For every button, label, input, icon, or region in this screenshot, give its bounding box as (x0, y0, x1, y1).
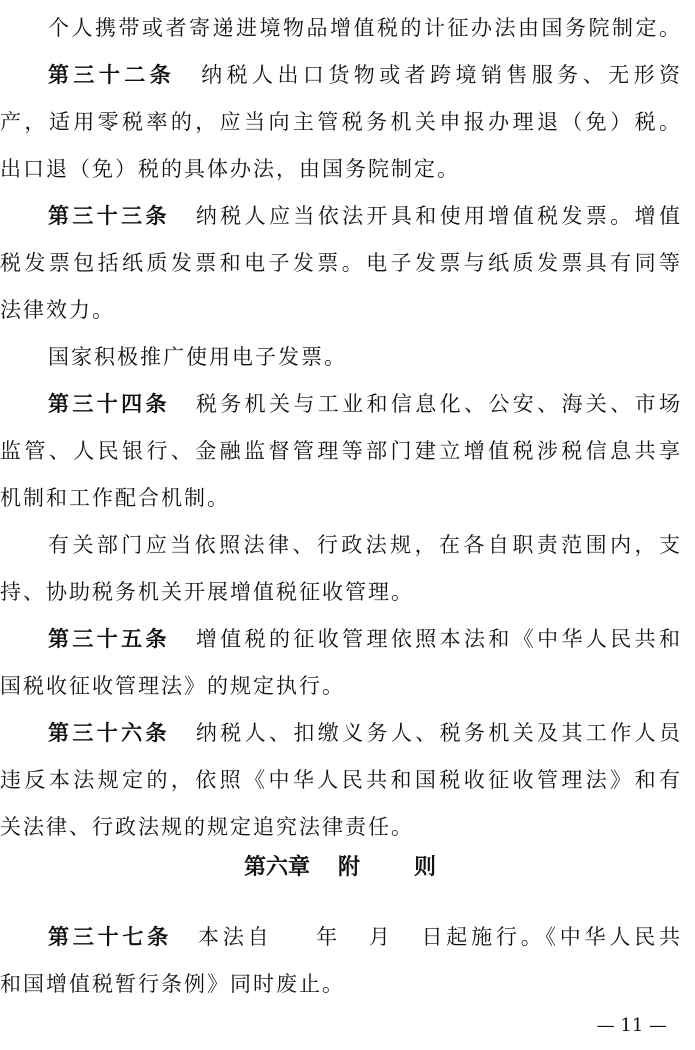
paragraph-line: 个人携带或者寄递进境物品增值税的计征办法由国务院制定。 (48, 16, 680, 40)
page-number: — 11 — (596, 1015, 667, 1036)
article-37-label: 第三十七条 (48, 925, 173, 949)
article-34-line-1: 第三十四条 税务机关与工业和信息化、公安、海关、市场 (48, 392, 680, 416)
article-35-line-2: 国税收征收管理法》的规定执行。 (0, 674, 345, 698)
article-34-paragraph-2-line-2: 持、协助税务机关开展增值税征收管理。 (0, 580, 414, 604)
article-32-label: 第三十二条 (48, 63, 176, 87)
article-33-paragraph-2: 国家积极推广使用电子发票。 (48, 345, 347, 369)
article-34-line-2: 监管、人民银行、金融监督管理等部门建立增值税涉税信息共享 (0, 439, 680, 463)
article-33-line-2: 税发票包括纸质发票和电子发票。电子发票与纸质发票具有同等 (0, 251, 680, 275)
article-32-line-3: 出口退（免）税的具体办法，由国务院制定。 (0, 157, 460, 181)
article-32-line-2: 产，适用零税率的，应当向主管税务机关申报办理退（免）税。 (0, 110, 680, 134)
article-37-line-2: 和国增值税暂行条例》同时废止。 (0, 972, 345, 996)
article-32-line-1: 第三十二条 纳税人出口货物或者跨境销售服务、无形资 (48, 63, 681, 87)
article-35-line-1: 第三十五条 增值税的征收管理依照本法和《中华人民共和 (48, 627, 680, 651)
article-35-label: 第三十五条 (48, 627, 170, 651)
article-34-label: 第三十四条 (48, 392, 170, 416)
article-36-line-3: 关法律、行政法规的规定追究法律责任。 (0, 815, 414, 839)
article-34-paragraph-2-line-1: 有关部门应当依照法律、行政法规，在各自职责范围内，支 (48, 533, 680, 557)
article-33-label: 第三十三条 (48, 204, 170, 228)
article-34-line-3: 机制和工作配合机制。 (0, 486, 230, 510)
article-33-line-3: 法律效力。 (0, 298, 115, 322)
article-36-line-1: 第三十六条 纳税人、扣缴义务人、税务机关及其工作人员 (48, 721, 680, 745)
article-33-line-1: 第三十三条 纳税人应当依法开具和使用增值税发票。增值 (48, 204, 680, 228)
article-36-line-2: 违反本法规定的，依照《中华人民共和国税收征收管理法》和有 (0, 768, 680, 792)
chapter-heading: 第六章 附 则 (243, 855, 437, 880)
article-36-label: 第三十六条 (48, 721, 170, 745)
article-37-line-1: 第三十七条 本法自 年 月 日起施行。《中华人民共 (48, 925, 681, 949)
